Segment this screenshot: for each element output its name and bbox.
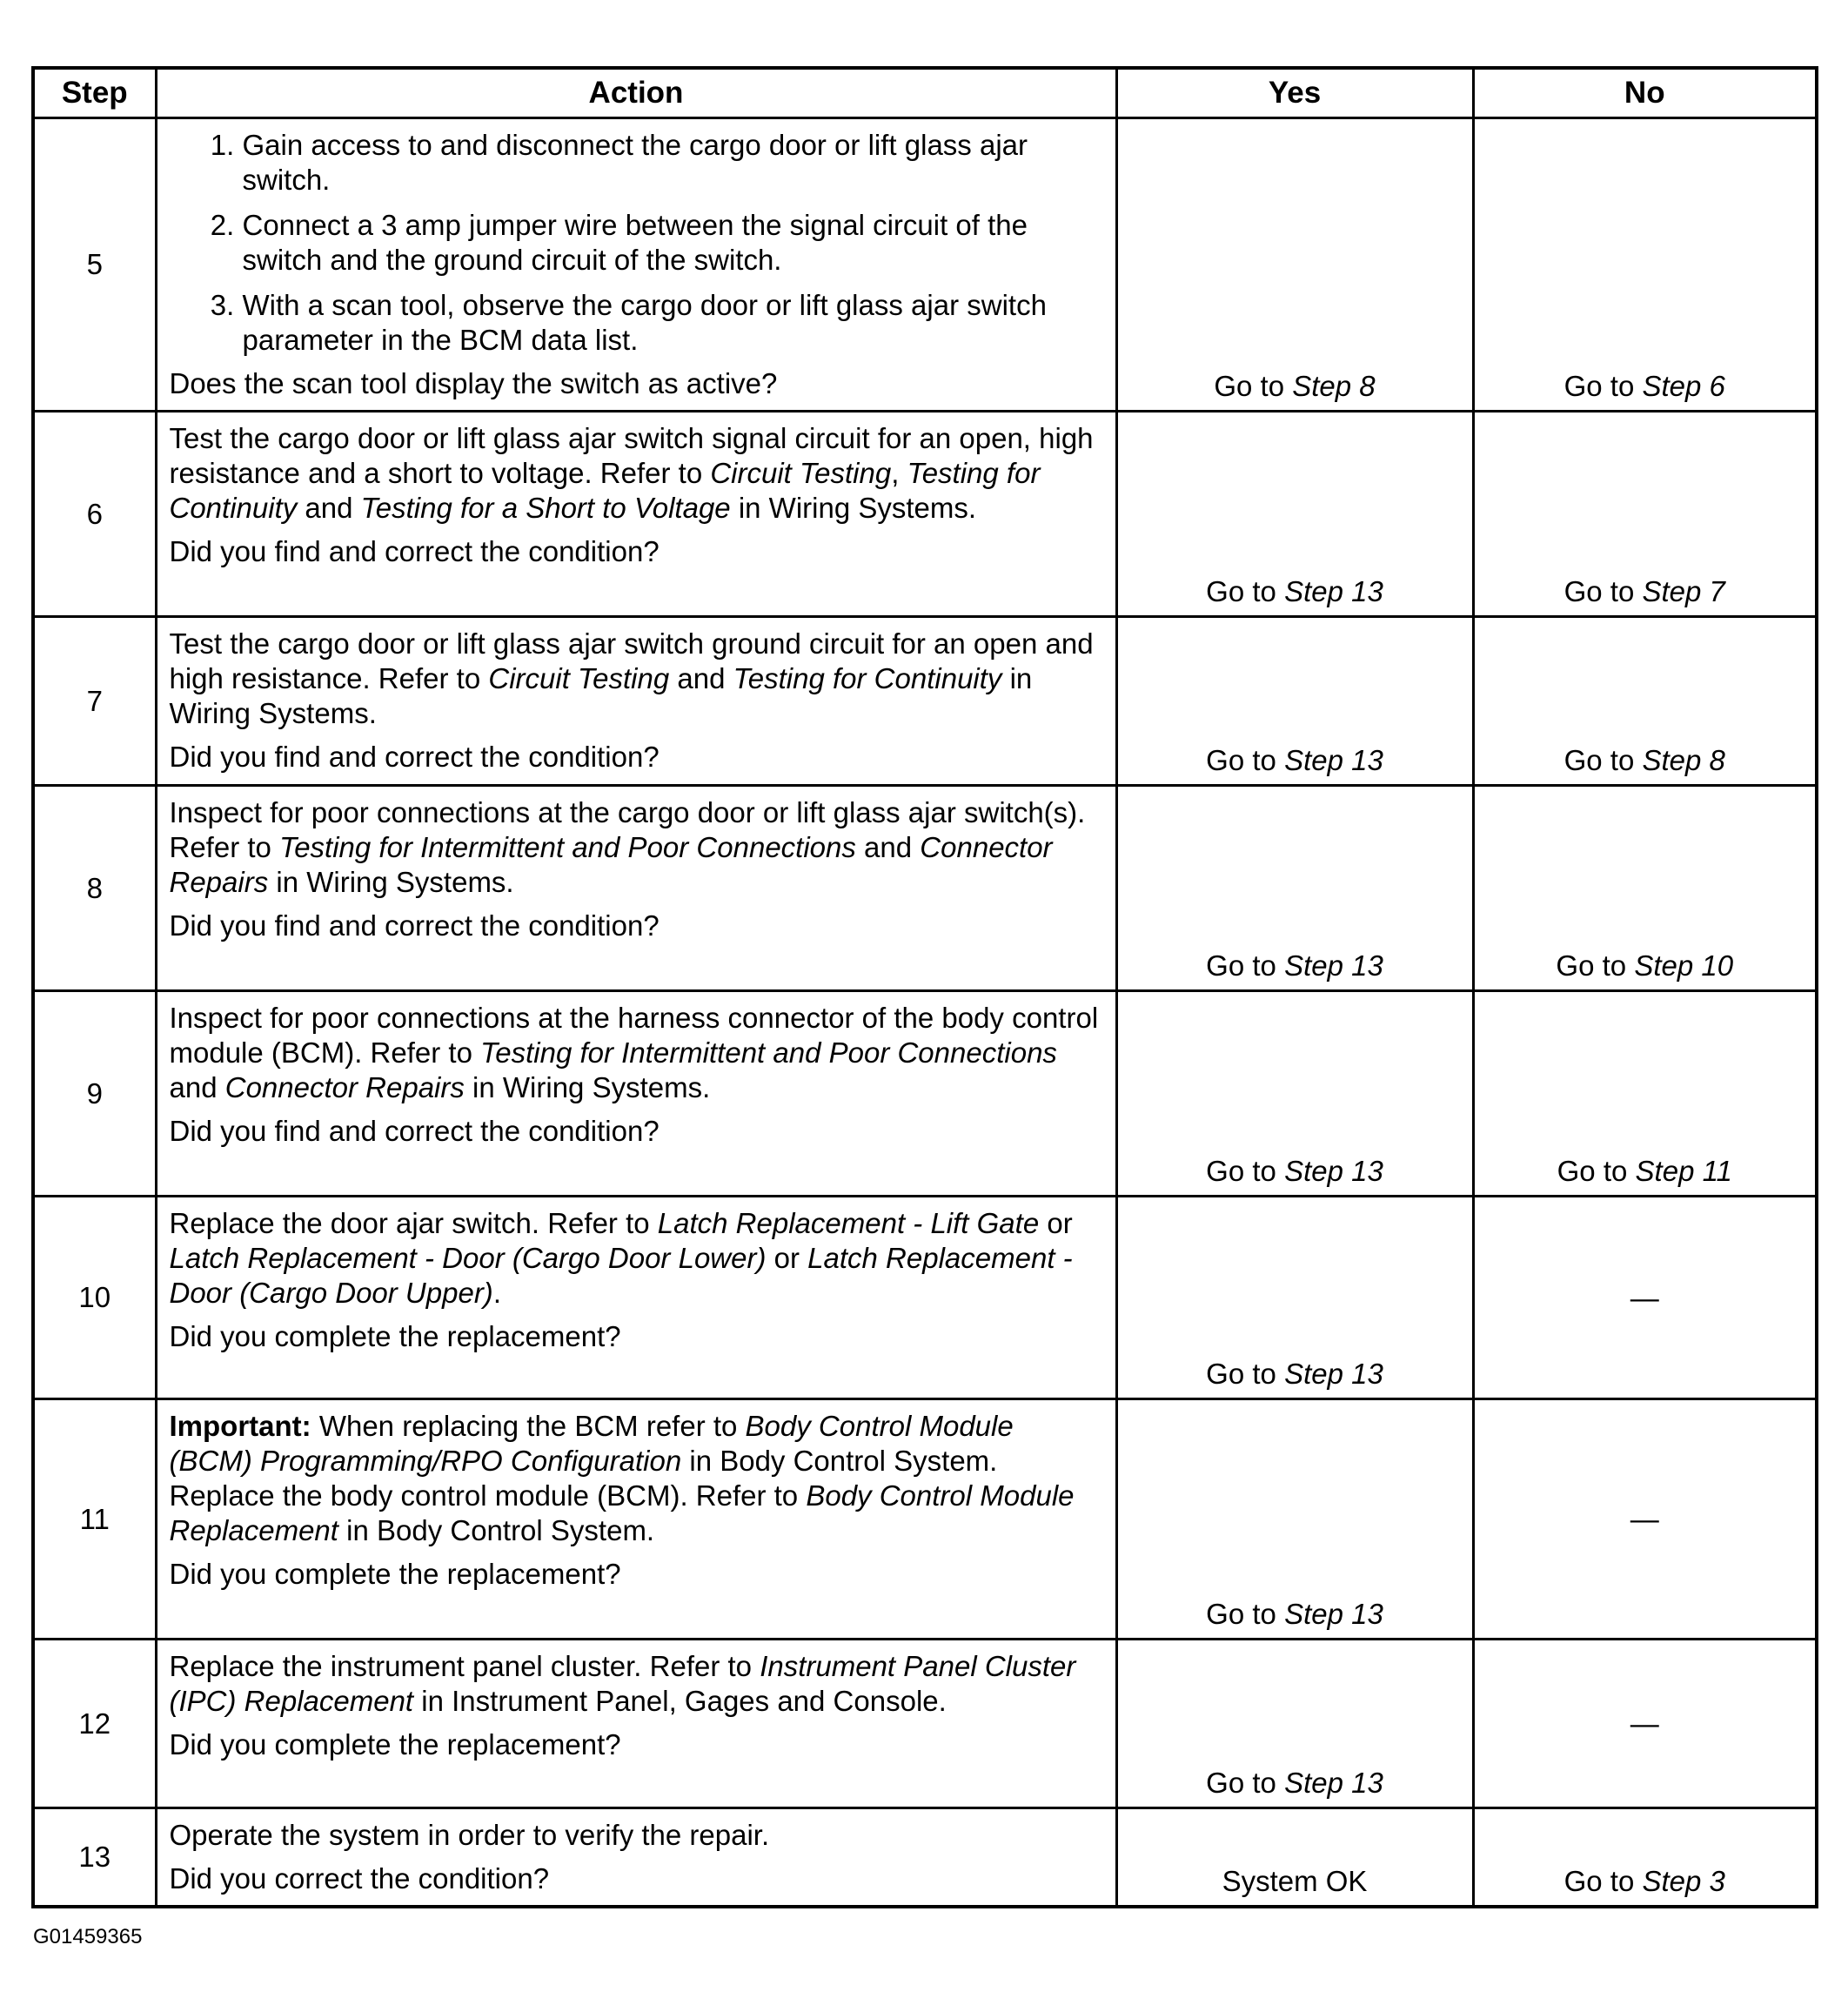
- action-cell: [156, 1197, 1116, 1399]
- table-row: [33, 1640, 1817, 1808]
- action-list: [170, 128, 1100, 358]
- no-step-link[interactable]: Step 7: [1642, 575, 1725, 607]
- yes-step-link[interactable]: Step 13: [1284, 1598, 1383, 1630]
- yes-cell: [1116, 1399, 1473, 1640]
- action-cell: [156, 786, 1116, 991]
- action-text: [170, 1206, 1100, 1311]
- reference-link[interactable]: Latch Replacement - Lift Gate: [657, 1207, 1040, 1239]
- text-run: Replace the instrument panel cluster. Refer to: [169, 1650, 760, 1682]
- no-prefix: Go to: [1563, 744, 1643, 776]
- text-run: or: [1039, 1207, 1073, 1239]
- action-cell: [156, 1808, 1116, 1908]
- yes-step-link[interactable]: Step 13: [1284, 1155, 1383, 1187]
- no-cell: [1473, 786, 1817, 991]
- step-number: 7: [33, 617, 156, 786]
- header-action: Action: [156, 68, 1116, 118]
- action-question: Did you find and correct the condition?: [169, 909, 660, 942]
- no-step-link[interactable]: Step 3: [1642, 1865, 1725, 1897]
- yes-step-link[interactable]: Step 8: [1292, 370, 1376, 402]
- yes-prefix: Go to: [1206, 1358, 1285, 1390]
- no-cell: [1473, 412, 1817, 617]
- text-run: and: [169, 1071, 225, 1103]
- diagnostic-table: [31, 66, 1818, 1908]
- yes-prefix: Go to: [1214, 370, 1293, 402]
- reference-link[interactable]: Connector Repairs: [169, 831, 1053, 898]
- action-text: [170, 1649, 1100, 1719]
- no-step-link[interactable]: Step 6: [1642, 370, 1725, 402]
- yes-step-link[interactable]: Step 13: [1284, 1358, 1383, 1390]
- text-run: .: [492, 1277, 501, 1309]
- no-cell-dash: —: [1473, 1197, 1817, 1399]
- step-number: 10: [33, 1197, 156, 1399]
- reference-link[interactable]: Testing for Continuity: [169, 457, 1041, 524]
- action-text: [170, 1001, 1100, 1105]
- text-run: Inspect for poor connections at the cargo door or lift glass ajar switch(s). Refer to: [169, 796, 1086, 863]
- action-text: [170, 795, 1100, 900]
- action-cell: [156, 1640, 1116, 1808]
- reference-link[interactable]: Circuit Testing: [488, 662, 670, 694]
- list-item: 1. Gain access to and disconnect the cargo door or lift glass ajar switch.: [243, 128, 1100, 198]
- yes-prefix: Go to: [1206, 949, 1285, 982]
- yes-cell: [1116, 617, 1473, 786]
- no-step-link[interactable]: Step 11: [1635, 1155, 1732, 1187]
- text-run: and: [669, 662, 733, 694]
- no-prefix: Go to: [1557, 1155, 1636, 1187]
- header-step: Step: [33, 68, 156, 118]
- text-run: in Wiring Systems.: [268, 866, 514, 898]
- step-number: 11: [33, 1399, 156, 1640]
- text-run: in Body Control System. Replace the body control module (BCM). Refer to: [169, 1445, 998, 1512]
- reference-link[interactable]: Circuit Testing: [710, 457, 892, 489]
- reference-link[interactable]: Latch Replacement - Door (Cargo Door Upper): [169, 1242, 1073, 1309]
- no-step-link[interactable]: Step 10: [1634, 949, 1734, 982]
- table-row: [33, 1197, 1817, 1399]
- step-number: 6: [33, 412, 156, 617]
- action-question: Did you complete the replacement?: [169, 1728, 621, 1760]
- no-cell: [1473, 118, 1817, 412]
- list-item: 2. Connect a 3 amp jumper wire between the signal circuit of the switch and the ground circuit of the switch.: [243, 208, 1100, 278]
- yes-cell: [1116, 786, 1473, 991]
- action-question: Did you find and correct the condition?: [169, 741, 660, 773]
- text-run: and: [855, 831, 921, 863]
- step-number: 9: [33, 991, 156, 1197]
- yes-cell: [1116, 991, 1473, 1197]
- step-number: 5: [33, 118, 156, 412]
- action-question: Did you complete the replacement?: [169, 1558, 621, 1590]
- step-number: 8: [33, 786, 156, 991]
- yes-prefix: Go to: [1206, 1767, 1285, 1799]
- action-question: Does the scan tool display the switch as active?: [169, 367, 778, 399]
- reference-link[interactable]: Body Control Module Replacement: [169, 1479, 1075, 1546]
- step-number: 12: [33, 1640, 156, 1808]
- reference-link[interactable]: Testing for Continuity: [733, 662, 1002, 694]
- reference-link[interactable]: Latch Replacement - Door (Cargo Door Lower): [169, 1242, 767, 1274]
- table-row: [33, 786, 1817, 991]
- action-text: [170, 627, 1100, 731]
- yes-step-link[interactable]: Step 13: [1284, 1767, 1383, 1799]
- reference-link[interactable]: Instrument Panel Cluster (IPC) Replacement: [169, 1650, 1076, 1717]
- reference-link[interactable]: Testing for Intermittent and Poor Connections: [279, 831, 856, 863]
- yes-cell: [1116, 412, 1473, 617]
- no-cell-dash: —: [1473, 1399, 1817, 1640]
- yes-cell: [1116, 1640, 1473, 1808]
- no-cell: [1473, 617, 1817, 786]
- text-run: Test the cargo door or lift glass ajar switch signal circuit for an open, high resistance and a short to voltage. Refer to: [169, 422, 1094, 489]
- reference-link[interactable]: Testing for a Short to Voltage: [360, 492, 731, 524]
- text-run: Replace the door ajar switch. Refer to: [169, 1207, 658, 1239]
- yes-prefix: Go to: [1206, 1598, 1285, 1630]
- reference-link[interactable]: Body Control Module (BCM) Programming/RPO Configuration: [169, 1410, 1014, 1477]
- no-prefix: Go to: [1563, 370, 1643, 402]
- text-run: or: [766, 1242, 808, 1274]
- no-cell-dash: —: [1473, 1640, 1817, 1808]
- table-row: [33, 412, 1817, 617]
- no-cell: [1473, 991, 1817, 1197]
- no-step-link[interactable]: Step 8: [1642, 744, 1725, 776]
- yes-cell: [1116, 118, 1473, 412]
- action-cell: [156, 617, 1116, 786]
- text-run: in Wiring Systems.: [730, 492, 977, 524]
- header-row: [33, 68, 1817, 118]
- header-yes: Yes: [1116, 68, 1473, 118]
- no-prefix: Go to: [1556, 949, 1635, 982]
- figure-id: G01459365: [33, 1925, 143, 1948]
- text-run: in Body Control System.: [338, 1514, 655, 1546]
- text-run: and: [297, 492, 361, 524]
- text-run: ,: [891, 457, 907, 489]
- action-question: Did you complete the replacement?: [169, 1320, 621, 1352]
- action-question: Did you find and correct the condition?: [169, 1115, 660, 1147]
- table-row: [33, 1808, 1817, 1908]
- yes-prefix: Go to: [1206, 1155, 1285, 1187]
- text-run: in Wiring Systems.: [464, 1071, 711, 1103]
- no-prefix: Go to: [1563, 1865, 1643, 1897]
- yes-cell-system-ok: System OK: [1116, 1808, 1473, 1908]
- yes-cell: [1116, 1197, 1473, 1399]
- table-row: [33, 1399, 1817, 1640]
- text-run: Test the cargo door or lift glass ajar switch ground circuit for an open and high resistance. Refer to: [169, 627, 1094, 694]
- action-text: [170, 421, 1100, 526]
- step-number: 13: [33, 1808, 156, 1908]
- action-cell: [156, 412, 1116, 617]
- list-item: 3. With a scan tool, observe the cargo door or lift glass ajar switch parameter in the BCM data list.: [243, 288, 1100, 358]
- no-prefix: Go to: [1563, 575, 1643, 607]
- no-cell: [1473, 1808, 1817, 1908]
- action-cell: [156, 991, 1116, 1197]
- text-run: When replacing the BCM refer to: [311, 1410, 746, 1442]
- reference-link[interactable]: Connector Repairs: [224, 1071, 465, 1103]
- yes-step-link[interactable]: Step 13: [1284, 744, 1383, 776]
- yes-step-link[interactable]: Step 13: [1284, 575, 1383, 607]
- text-run: Inspect for poor connections at the harness connector of the body control module (BCM). Refer to: [169, 1002, 1099, 1069]
- action-question: Did you correct the condition?: [169, 1862, 550, 1895]
- yes-prefix: Go to: [1206, 575, 1285, 607]
- reference-link[interactable]: Testing for Intermittent and Poor Connections: [480, 1036, 1057, 1069]
- action-question: Did you find and correct the condition?: [169, 535, 660, 567]
- yes-step-link[interactable]: Step 13: [1284, 949, 1383, 982]
- text-run: in Wiring Systems.: [169, 662, 1033, 729]
- header-no: No: [1473, 68, 1817, 118]
- action-text: Operate the system in order to verify the repair.: [169, 1819, 770, 1851]
- yes-prefix: Go to: [1206, 744, 1285, 776]
- table-row: [33, 991, 1817, 1197]
- action-cell: [156, 1399, 1116, 1640]
- action-cell: [156, 118, 1116, 412]
- text-run: in Instrument Panel, Gages and Console.: [413, 1685, 947, 1717]
- table-row: [33, 118, 1817, 412]
- action-text: [170, 1409, 1100, 1548]
- table-row: [33, 617, 1817, 786]
- important-label: Important:: [169, 1410, 311, 1442]
